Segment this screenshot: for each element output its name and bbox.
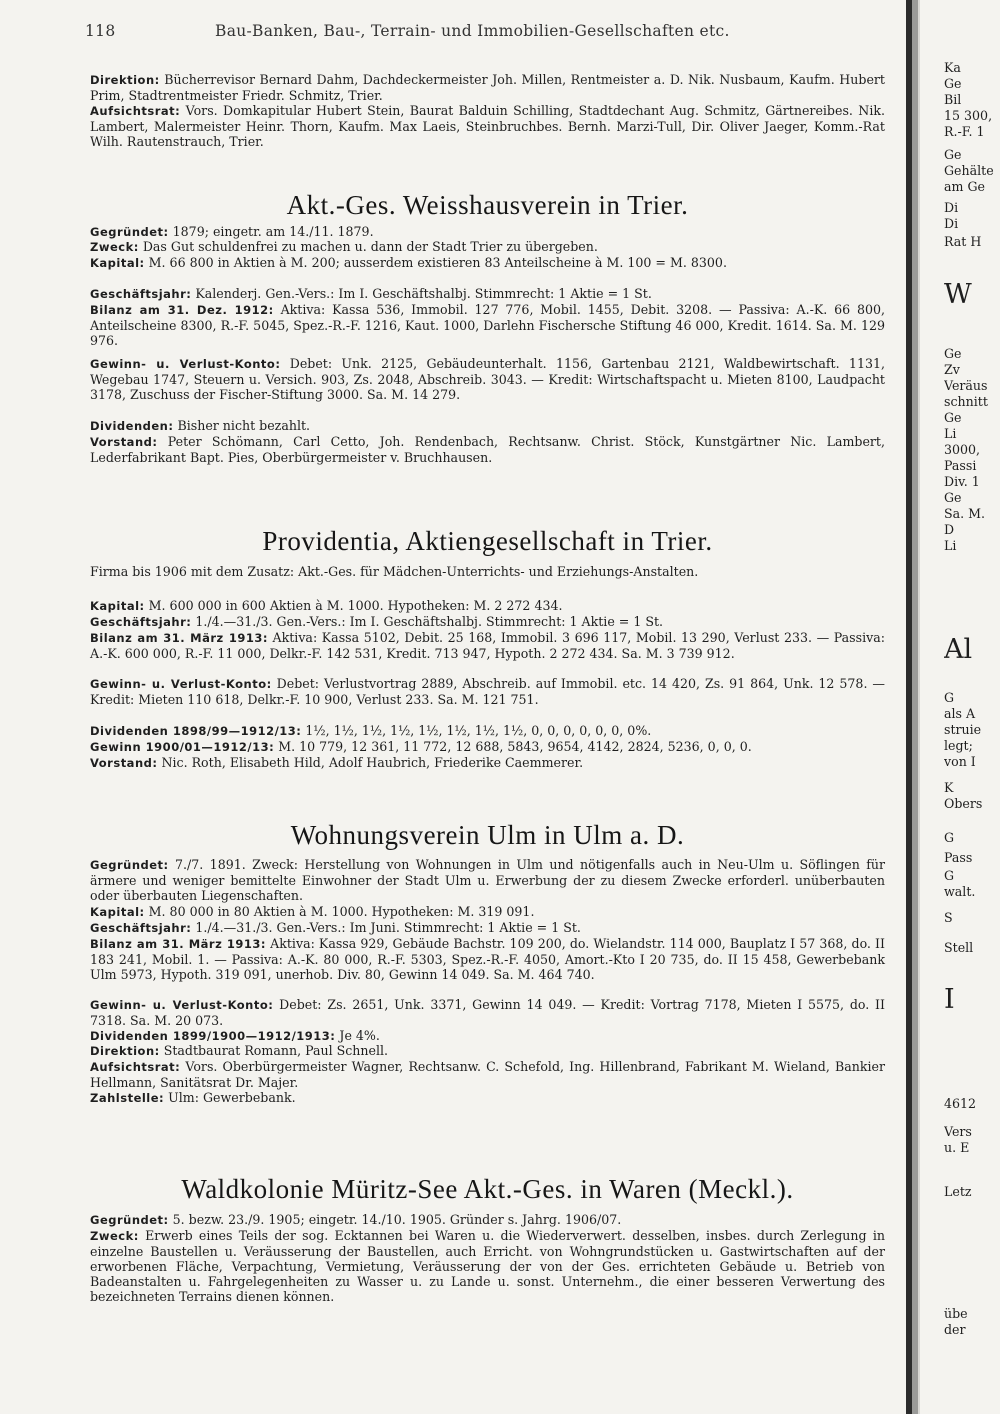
field-text: Aktiva: Kassa 536, Immobil. 127 776, Mobil. 1455, Debit. 3208. — Passiva: A.-K. 66 800, Anteilscheine 8300, R.-F. 5045, Spez.-R.-F. 1216, Kaut. 1000, Darlehn Fischersche Stiftung 46 000, Kredit. 1614. Sa. M. 129 976.	[90, 302, 885, 348]
section-2-firma	[90, 564, 885, 580]
adjacent-fragment: legt;	[944, 738, 973, 753]
section-0-direktion	[90, 72, 885, 103]
adjacent-fragment: Al	[944, 634, 973, 665]
field-text: Bücherrevisor Bernard Dahm, Dachdeckermeister Joh. Millen, Rentmeister a. D. Nik. Nusbaum, Kaufm. Hubert Prim, Stadtrentmeister Friedr. Schmitz, Trier.	[90, 72, 885, 103]
field-text: M. 80 000 in 80 Aktien à M. 1000. Hypotheken: M. 319 091.	[144, 904, 535, 919]
adjacent-fragment: am Ge	[944, 179, 985, 194]
adjacent-fragment: struie	[944, 722, 982, 737]
adjacent-fragment: 15 300,	[944, 108, 993, 123]
adjacent-fragment: Ge	[944, 490, 962, 505]
field-text: Das Gut schuldenfrei zu machen u. dann der Stadt Trier zu übergeben.	[138, 239, 598, 254]
adjacent-fragment: Obers	[944, 796, 983, 811]
field-label: Dividenden 1898/99—1912/13:	[90, 724, 302, 738]
field-text: 1879; eingetr. am 14./11. 1879.	[168, 224, 374, 239]
field-text: Debet: Unk. 2125, Gebäudeunterhalt. 1156, Gartenbau 2121, Waldbewirtschaft. 1131, Wegebau 1747, Steuern u. Versich. 903, Zs. 2048, Abschreib. 3043. — Kredit: Wirtschaftspacht u. Mieten 8100, Laudpacht 3178, Zuschuss der Fischer-Stiftung 3000. Sa. M. 14 279.	[90, 356, 885, 402]
adjacent-fragment: Gehälte	[944, 163, 994, 178]
field-text: Je 4%.	[335, 1028, 380, 1043]
section-1-bilanz	[90, 302, 885, 348]
adjacent-fragment: 4612	[944, 1096, 977, 1111]
field-text: M. 10 779, 12 361, 11 772, 12 688, 5843, 9654, 4142, 2824, 5236, 0, 0, 0.	[274, 739, 752, 754]
adjacent-page-fragments	[944, 0, 1000, 1414]
column-divider-edge	[918, 0, 920, 1414]
adjacent-fragment: I	[944, 984, 955, 1015]
adjacent-fragment: Veräus	[944, 378, 988, 393]
section-1-vorstand	[90, 434, 885, 465]
section-1-title: Akt.-Ges. Weisshausverein in Trier.	[286, 190, 689, 220]
field-label: Bilanz am 31. Dez. 1912:	[90, 303, 274, 317]
adjacent-fragment: schnitt	[944, 394, 988, 409]
adjacent-fragment: G	[944, 868, 955, 883]
adjacent-fragment: Li	[944, 426, 957, 441]
section-3-gegruendet	[90, 857, 885, 903]
field-label: Dividenden:	[90, 419, 174, 433]
section-1-geschaeftsjahr	[90, 286, 885, 302]
adjacent-fragment: als A	[944, 706, 976, 721]
field-label: Gewinn- u. Verlust-Konto:	[90, 677, 272, 691]
field-text: 5. bezw. 23./9. 1905; eingetr. 14./10. 1905. Gründer s. Jahrg. 1906/07.	[168, 1212, 622, 1227]
adjacent-fragment: 3000,	[944, 442, 981, 457]
field-label: Bilanz am 31. März 1913:	[90, 631, 268, 645]
field-text: Debet: Zs. 2651, Unk. 3371, Gewinn 14 049. — Kredit: Vortrag 7178, Mieten I 5575, do. II 7318. Sa. M. 20 073.	[90, 997, 885, 1028]
field-text: Bisher nicht bezahlt.	[173, 418, 311, 433]
field-text: Vors. Oberbürgermeister Wagner, Rechtsanw. C. Schefold, Ing. Hillenbrand, Fabrikant M. Wieland, Bankier Hellmann, Sanitätsrat Dr. Majer.	[90, 1059, 885, 1090]
field-label: Gewinn- u. Verlust-Konto:	[90, 998, 274, 1012]
section-4-zweck	[90, 1228, 885, 1304]
section-2-geschaeftsjahr	[90, 614, 885, 630]
field-text: Peter Schömann, Carl Cetto, Joh. Rendenbach, Rechtsanw. Christ. Stöck, Kunstgärtner Nic. Lambert, Lederfabrikant Bapt. Pies, Oberbürgermeister v. Bruchhausen.	[90, 434, 885, 465]
field-text: M. 600 000 in 600 Aktien à M. 1000. Hypotheken: M. 2 272 434.	[144, 598, 563, 613]
adjacent-fragment: Sa. M.	[944, 506, 986, 521]
adjacent-fragment: Zv	[944, 362, 960, 377]
adjacent-fragment: Div. 1	[944, 474, 980, 489]
adjacent-fragment: R.-F. 1	[944, 124, 985, 139]
field-label: Kapital:	[90, 599, 145, 613]
adjacent-fragment: D	[944, 522, 955, 537]
adjacent-fragment: Rat H	[944, 234, 982, 249]
field-label: Aufsichtsrat:	[90, 1060, 181, 1074]
field-text: Aktiva: Kassa 5102, Debit. 25 168, Immobil. 3 696 117, Mobil. 13 290, Verlust 233. — Passiva: A.-K. 600 000, R.-F. 11 000, Delkr.-F. 142 531, Kredit. 713 947, Hypoth. 2 272 434. Sa. M. 3 739 912.	[90, 630, 885, 661]
field-label: Zahlstelle:	[90, 1091, 165, 1105]
field-label: Geschäftsjahr:	[90, 287, 192, 301]
adjacent-fragment: Di	[944, 216, 959, 231]
adjacent-fragment: W	[944, 279, 972, 310]
adjacent-fragment: Ge	[944, 410, 962, 425]
section-2-title: Providentia, Aktiengesellschaft in Trier.	[262, 526, 713, 556]
section-2-vorstand	[90, 755, 885, 771]
section-1-gewinn-verlust	[90, 356, 885, 402]
field-text: 7./7. 1891. Zweck: Herstellung von Wohnungen in Ulm und nötigenfalls auch in Neu-Ulm u. Söflingen für ärmere und weniger bemittelte Einwohner der Stadt Ulm u. Erwerbung der zu diesem Zwecke erforderl. unüberbauten oder überbauten Liegenschaften.	[90, 857, 885, 903]
field-text: Firma bis 1906 mit dem Zusatz: Akt.-Ges. für Mädchen-Unterrichts- und Erziehungs-Anstalten.	[90, 564, 699, 579]
field-label: Gegründet:	[90, 1213, 169, 1227]
field-label: Vorstand:	[90, 435, 158, 449]
field-text: M. 66 800 in Aktien à M. 200; ausserdem existieren 83 Anteilscheine à M. 100 = M. 8300.	[144, 255, 727, 270]
field-text: 1./4.—31./3. Gen.-Vers.: Im Juni. Stimmrecht: 1 Aktie = 1 St.	[191, 920, 581, 935]
field-text: Erwerb eines Teils der sog. Ecktannen bei Waren u. die Wiederverwert. desselben, insbes. durch Zerlegung in einzelne Baustellen u. Veräusserung der Baustellen, auch Erricht. von Wohngrundstücken u. Gastwirtschaften auf der erworbenen Fläche, Verpachtung, Vermietung, Veräusserung der von der Ges. errichteten Gebäude u. Betrieb von Badeanstalten u. Fahrgelegenheiten zu Wasser u. zu Lande u. sonst. Unternehm., die einer besseren Verwertung des bezeichneten Terrains dienen können.	[90, 1228, 885, 1304]
section-2-bilanz	[90, 630, 885, 661]
section-3-aufsichtsrat	[90, 1059, 885, 1090]
section-3-dividenden	[90, 1028, 885, 1044]
section-0-aufsichtsrat	[90, 103, 885, 149]
adjacent-fragment: Bil	[944, 92, 962, 107]
field-label: Bilanz am 31. März 1913:	[90, 937, 267, 951]
adjacent-fragment: der	[944, 1322, 966, 1337]
field-label: Kapital:	[90, 905, 145, 919]
section-4-gegruendet	[90, 1212, 885, 1228]
adjacent-fragment: Di	[944, 200, 959, 215]
section-2-dividenden	[90, 723, 885, 739]
section-3-direktion	[90, 1043, 885, 1059]
adjacent-fragment: übe	[944, 1306, 968, 1321]
adjacent-fragment: Ge	[944, 76, 962, 91]
field-text: 1½, 1½, 1½, 1½, 1½, 1½, 1½, 1½, 0, 0, 0, 0, 0, 0, 0%.	[301, 723, 652, 738]
adjacent-fragment: Li	[944, 538, 957, 553]
section-1-dividenden	[90, 418, 885, 434]
field-text: Vors. Domkapitular Hubert Stein, Baurat Balduin Schilling, Stadtdechant Aug. Schmitz, Gärtnereibes. Nik. Lambert, Malermeister Heinr. Thorn, Kaufm. Max Laeis, Steinbruchbes. Bernh. Marzi-Tull, Dir. Oliver Jaeger, Komm.-Rat Wilh. Rautenstrauch, Trier.	[90, 103, 885, 149]
adjacent-fragment: K	[944, 780, 954, 795]
section-4-title: Waldkolonie Müritz-See Akt.-Ges. in Waren (Meckl.).	[181, 1174, 794, 1204]
section-3-geschaeftsjahr	[90, 920, 885, 936]
field-text: Nic. Roth, Elisabeth Hild, Adolf Haubrich, Friederike Caemmerer.	[157, 755, 584, 770]
field-label: Geschäftsjahr:	[90, 921, 192, 935]
adjacent-fragment: G	[944, 830, 955, 845]
adjacent-fragment: G	[944, 690, 955, 705]
adjacent-fragment: Passi	[944, 458, 977, 473]
adjacent-fragment: S	[944, 910, 953, 925]
field-label: Vorstand:	[90, 756, 158, 770]
field-label: Zweck:	[90, 240, 139, 254]
field-label: Gewinn 1900/01—1912/13:	[90, 740, 275, 754]
adjacent-fragment: Ge	[944, 147, 962, 162]
adjacent-fragment: Stell	[944, 940, 974, 955]
field-label: Gewinn- u. Verlust-Konto:	[90, 357, 281, 371]
section-2-kapital	[90, 598, 885, 614]
field-label: Direktion:	[90, 1044, 160, 1058]
section-3-title: Wohnungsverein Ulm in Ulm a. D.	[290, 820, 685, 850]
field-label: Gegründet:	[90, 858, 169, 872]
field-label: Zweck:	[90, 1229, 139, 1243]
section-2-gewinn	[90, 739, 885, 755]
field-text: Aktiva: Kassa 929, Gebäude Bachstr. 109 200, do. Wielandstr. 114 000, Bauplatz I 57 368, do. II 183 241, Mobil. 1. — Passiva: A.-K. 80 000, R.-F. 5303, Spez.-R.-F. 4050, Amort.-Kto I 20 735, do. II 15 458, Gewerbebank Ulm 5973, Hypoth. 319 091, unerhob. Div. 80, Gewinn 14 049. Sa. M. 464 740.	[90, 936, 885, 982]
field-text: 1./4.—31./3. Gen.-Vers.: Im I. Geschäftshalbj. Stimmrecht: 1 Aktie = 1 St.	[191, 614, 664, 629]
adjacent-fragment: Ka	[944, 60, 961, 75]
section-3-zahlstelle	[90, 1090, 885, 1106]
field-text: Debet: Verlustvortrag 2889, Abschreib. auf Immobil. etc. 14 420, Zs. 91 864, Unk. 12 578. — Kredit: Mieten 110 618, Delkr.-F. 10 900, Verlust 233. Sa. M. 121 751.	[90, 676, 885, 707]
section-3-kapital	[90, 904, 885, 920]
section-3-gewinn-verlust	[90, 997, 885, 1028]
field-label: Geschäftsjahr:	[90, 615, 192, 629]
field-text: Kalenderj. Gen.-Vers.: Im I. Geschäftshalbj. Stimmrecht: 1 Aktie = 1 St.	[191, 286, 652, 301]
adjacent-fragment: Pass	[944, 850, 973, 865]
field-label: Kapital:	[90, 256, 145, 270]
page-number: 118	[85, 22, 116, 40]
field-label: Gegründet:	[90, 225, 169, 239]
section-1-kapital	[90, 255, 885, 271]
adjacent-fragment: Letz	[944, 1184, 972, 1199]
field-text: Ulm: Gewerbebank.	[164, 1090, 296, 1105]
field-text: Stadtbaurat Romann, Paul Schnell.	[159, 1043, 389, 1058]
section-2-gewinn-verlust	[90, 676, 885, 707]
section-1-gegruendet	[90, 224, 885, 240]
section-3-bilanz	[90, 936, 885, 982]
adjacent-fragment: walt.	[944, 884, 976, 899]
adjacent-fragment: Ge	[944, 346, 962, 361]
field-label: Dividenden 1899/1900—1912/1913:	[90, 1029, 336, 1043]
field-label: Aufsichtsrat:	[90, 104, 181, 118]
field-label: Direktion:	[90, 73, 160, 87]
adjacent-fragment: von I	[944, 754, 976, 769]
running-header-title: Bau-Banken, Bau-, Terrain- und Immobilien-Gesellschaften etc.	[215, 22, 730, 40]
section-1-zweck	[90, 239, 885, 255]
adjacent-fragment: u. E	[944, 1140, 970, 1155]
adjacent-fragment: Vers	[944, 1124, 972, 1139]
